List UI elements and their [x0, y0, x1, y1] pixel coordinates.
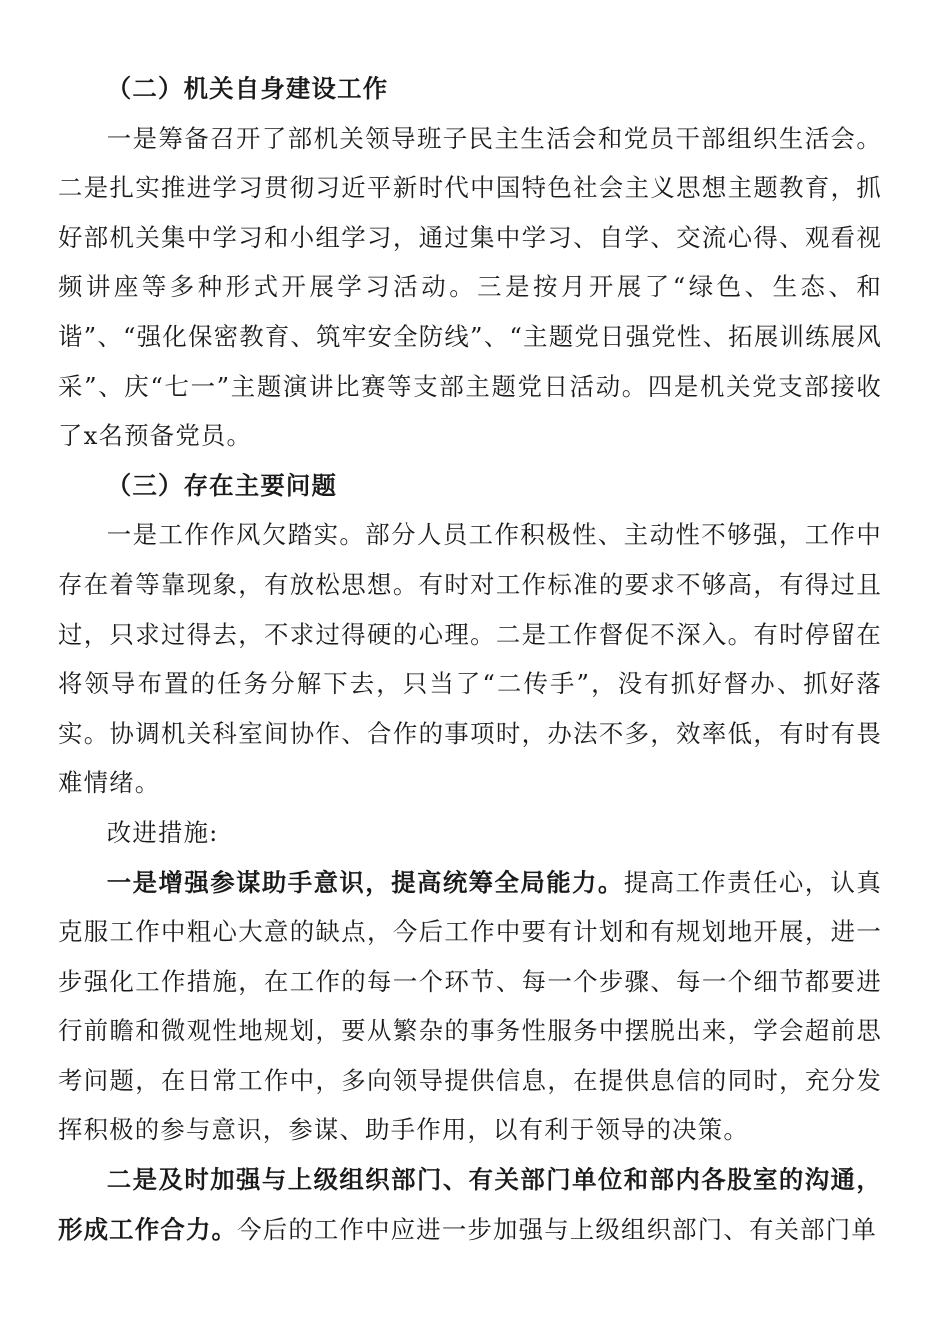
measure-item-2-text: 今后的工作中应进一步加强与上级组织部门、有关部门单: [237, 1214, 877, 1244]
document-page: [58, 64, 882, 1254]
measure-item-1-title: 一是增强参谋助手意识，提高统筹全局能力。: [106, 867, 624, 897]
measure-item-2: [58, 1155, 882, 1254]
section-heading-2: （二）机关自身建设工作: [106, 74, 389, 103]
measure-item-1-text: 提高工作责任心，认真克服工作中粗心大意的缺点，今后工作中要有计划和有规划地开展，进一步强化工作措施，在工作的每一个环节、每一个步骤、每一个细节都要进行前瞻和微观性地规划，要从繁杂的事务性服务中摆脱出来，学会超前思考问题，在日常工作中，多向领导提供信息，在提供息信的同时，充分发挥积极的参与意识，参谋、助手作用，以有利于领导的决策。: [58, 867, 882, 1145]
section-3-paragraph: 一是工作作风欠踏实。部分人员工作积极性、主动性不够强，工作中存在着等靠现象，有放松思想。有时对工作标准的要求不够高，有得过且过，只求过得去，不求过得硬的心理。二是工作督促不深入。有时停留在将领导布置的任务分解下去，只当了“二传手”，没有抓好督办、抓好落实。协调机关科室间协作、合作的事项时，办法不多，效率低，有时有畏难情绪。: [58, 520, 882, 798]
measure-item-2-title: 二是及时加强与上级组织部门、有关部门单位和部内各股室的沟通，形成工作合力。: [58, 1165, 882, 1244]
measure-item-1: [58, 858, 882, 1156]
measures-label: 改进措施:: [106, 817, 219, 847]
section-heading-3: （三）存在主要问题: [106, 470, 338, 500]
section-2-paragraph: 一是筹备召开了部机关领导班子民主生活会和党员干部组织生活会。二是扎实推进学习贯彻习近平新时代中国特色社会主义思想主题教育，抓好部机关集中学习和小组学习，通过集中学习、自学、交流心得、观看视频讲座等多种形式开展学习活动。三是按月开展了“绿色、生态、和谐”、“强化保密教育、筑牢安全防线”、“主题党日强党性、拓展训练展风采”、庆“七一”主题演讲比赛等支部主题党日活动。四是机关党支部接收了x名预备党员。: [58, 123, 882, 451]
